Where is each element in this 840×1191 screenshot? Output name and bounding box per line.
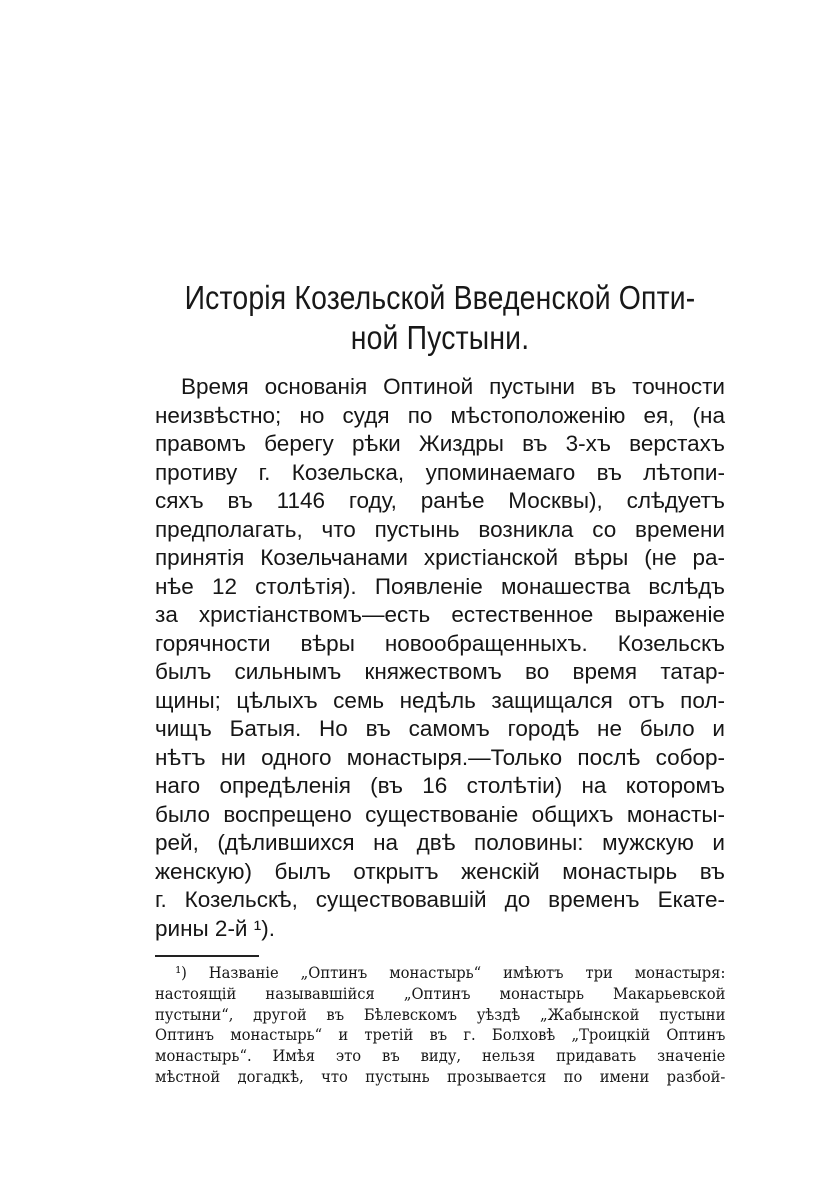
body-line: за христіанствомъ—есть естественное выраженіе [155,602,725,627]
body-line: было воспрещено существованіе общихъ монасты- [155,801,725,827]
body-line: сяхъ въ 1146 году, ранѣе Москвы), слѣдуетъ [155,488,725,513]
footnote-line: мѣстной догадкѣ, что пустынь прозывается по имени разбой- [155,1066,726,1086]
footnote-line: монастырь“. Имѣя это въ виду, нельзя придавать значеніе [155,1046,726,1066]
body-line: былъ сильнымъ княжествомъ во время татар- [155,659,725,684]
body-line: Время основанія Оптиной пустыни въ точности [181,374,725,399]
body-line: рей, (дѣлившихся на двѣ половины: мужскую и [155,830,725,855]
body-line: нѣе 12 столѣтія). Появленіе монашества вслѣдъ [155,573,725,599]
footnote-line: Оптинъ монастырь“ и третій въ г. Болховѣ „Троицкій Оптинъ [155,1025,726,1045]
footnote-line: пустыни“, другой въ Бѣлевскомъ уѣздѣ „Жабынской пустыни [155,1004,726,1024]
body-line: нѣтъ ни одного монастыря.—Только послѣ собор- [155,744,725,770]
page-title [182,278,698,358]
body-line: противу г. Козельска, упоминаемаго въ лѣтопи- [155,459,725,485]
body-line: рины 2-й ¹). [155,915,275,941]
body-line: чищъ Батыя. Но въ самомъ городѣ не было и [155,716,725,741]
body-line: г. Козельскѣ, существовавшій до временъ Екате- [155,887,725,912]
body-line: щины; цѣлыхъ семь недѣль защищался отъ пол- [155,687,725,713]
body-line: женскую) былъ открытъ женскій монастырь въ [155,858,725,884]
body-line: неизвѣстно; но судя по мѣстоположенію ея, (на [155,402,725,428]
body-line: наго опредѣленія (въ 16 столѣтіи) на которомъ [155,773,725,798]
body-text [155,373,725,943]
title-line-1: Исторія Козельской Введенской Опти- [184,279,696,316]
footnote-divider [155,955,259,957]
body-line: принятія Козельчанами христіанской вѣры (не ра- [155,545,725,570]
title-line-2: ной Пустыни. [350,319,530,356]
footnote-line: ¹) Названіе „Оптинъ монастырь“ имѣютъ три монастыря: [175,963,726,982]
body-line: горячности вѣры новообращенныхъ. Козельскъ [155,630,725,656]
footnotes [155,963,725,1088]
footnote-line: настоящій называвшійся „Оптинъ монастырь Макарьевской [155,983,726,1003]
body-line: предполагать, что пустынь возникла со времени [155,516,725,542]
body-line: правомъ берегу рѣки Жиздры въ 3-хъ верстахъ [155,431,725,456]
